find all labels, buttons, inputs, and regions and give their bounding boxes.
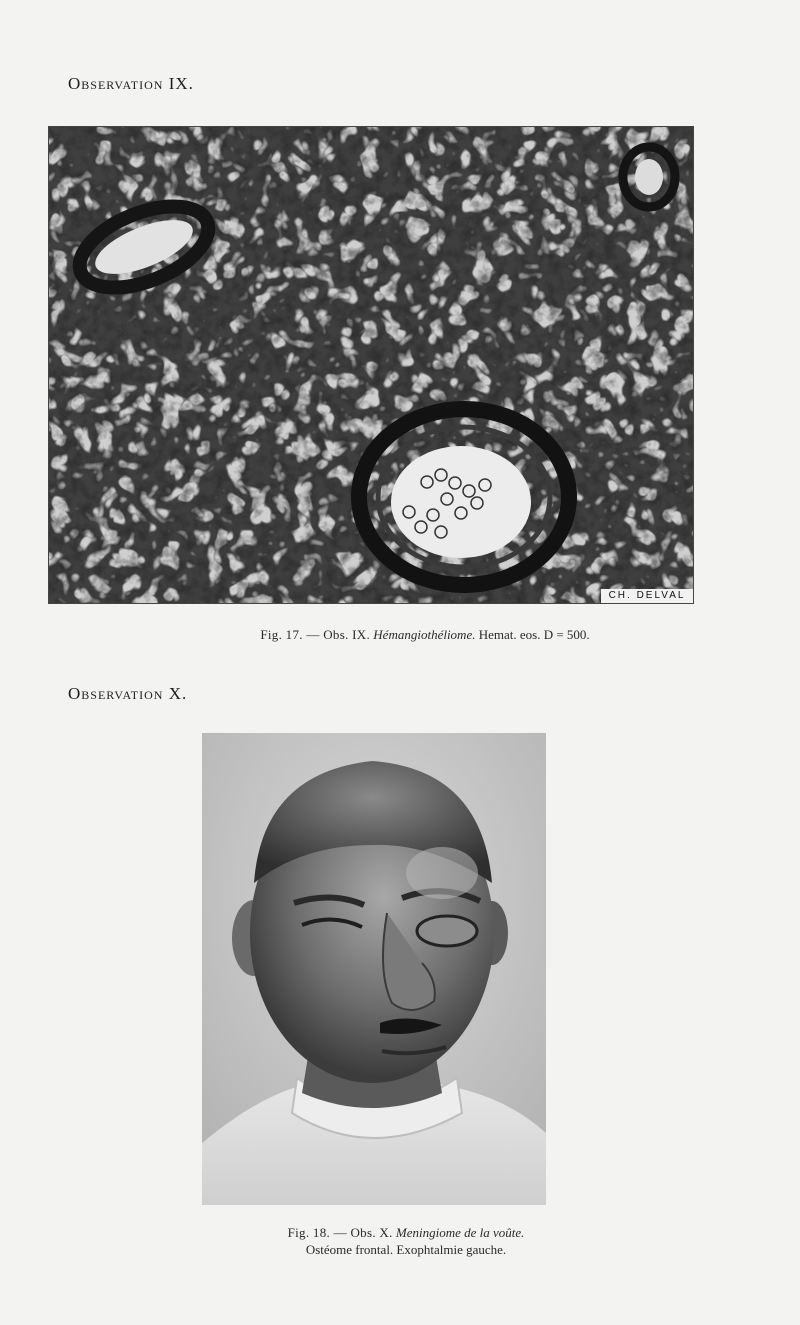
micrograph-image <box>49 127 693 603</box>
micrograph-figure-17 <box>48 126 694 604</box>
figure-18-caption-line-2: Ostéome frontal. Exophtalmie gauche. <box>305 1242 507 1257</box>
figure-18-caption-prefix: Fig. 18. — Obs. X. <box>287 1225 393 1240</box>
figure-17-caption <box>25 627 800 643</box>
figure-18-caption-line-1 <box>6 1224 800 1241</box>
figure-18-caption <box>6 1224 800 1258</box>
figure-18-caption-title: Meningiome de la voûte. <box>395 1225 525 1240</box>
figure-17-caption-suffix: Hemat. eos. D = 500. <box>478 627 590 642</box>
figure-17-caption-title: Hémangiothéliome. <box>373 627 476 642</box>
observation-ix-heading: Observation IX. <box>68 74 194 93</box>
observation-x-heading: Observation X. <box>68 684 188 703</box>
patient-portrait-figure-18 <box>202 733 546 1205</box>
photographer-credit: CH. DELVAL <box>601 589 693 603</box>
figure-17-caption-prefix: Fig. 17. — Obs. IX. <box>260 627 371 642</box>
portrait-image <box>202 733 546 1205</box>
